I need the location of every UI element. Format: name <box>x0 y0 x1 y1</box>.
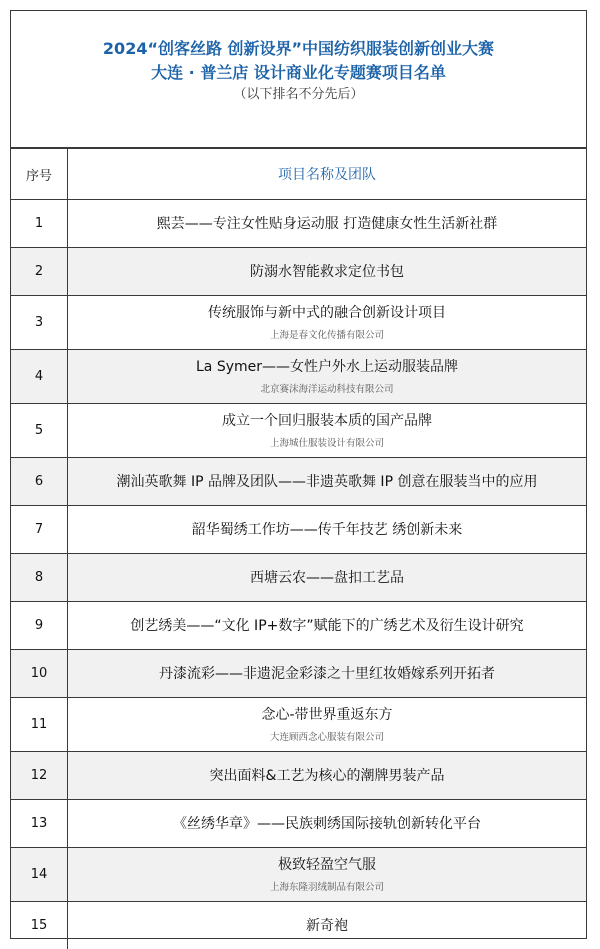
row-project-cell <box>68 248 587 296</box>
row-project-cell <box>68 554 587 602</box>
table-row <box>11 848 586 902</box>
row-number: 11 <box>11 698 68 752</box>
row-number: 3 <box>11 296 68 350</box>
header <box>11 11 586 148</box>
row-project-cell <box>68 752 587 800</box>
row-number: 9 <box>11 602 68 650</box>
row-number: 2 <box>11 248 68 296</box>
table-row <box>11 752 586 800</box>
table-row <box>11 698 586 752</box>
row-project-cell <box>68 458 587 506</box>
row-number: 5 <box>11 404 68 458</box>
row-number: 4 <box>11 350 68 404</box>
table-row <box>11 902 586 949</box>
table-row <box>11 248 586 296</box>
project-name: 《丝绣华章》——民族刺绣国际接轨创新转化平台 <box>68 814 586 834</box>
table-row <box>11 350 586 404</box>
title-line-1: 2024“创客丝路 创新设界”中国纺织服装创新创业大赛 <box>11 11 586 60</box>
table-row <box>11 200 586 248</box>
row-number: 15 <box>11 902 68 949</box>
row-number: 10 <box>11 650 68 698</box>
title-line-2: 大连 · 普兰店 设计商业化专题赛项目名单 <box>11 60 586 86</box>
table-row <box>11 506 586 554</box>
table-row <box>11 800 586 848</box>
row-number: 12 <box>11 752 68 800</box>
project-name: 丹漆流彩——非遗泥金彩漆之十里红妆婚嫁系列开拓者 <box>68 664 586 684</box>
column-header-name: 项目名称及团队 <box>68 149 587 200</box>
column-header-number: 序号 <box>11 149 68 200</box>
row-project-cell <box>68 848 587 902</box>
row-project-cell <box>68 902 587 949</box>
project-company: 北京赛沫海洋运动科技有限公司 <box>68 383 586 397</box>
project-company: 上海东隆羽绒制品有限公司 <box>68 881 586 895</box>
project-name: 新奇袍 <box>68 916 586 936</box>
table-row <box>11 404 586 458</box>
row-number: 7 <box>11 506 68 554</box>
table-row <box>11 296 586 350</box>
project-name: 熙芸——专注女性贴身运动服 打造健康女性生活新社群 <box>68 214 586 234</box>
row-project-cell <box>68 602 587 650</box>
project-name: 传统服饰与新中式的融合创新设计项目 <box>68 303 586 323</box>
project-company: 上海是春文化传播有限公司 <box>68 329 586 343</box>
project-name: 突出面料&工艺为核心的潮牌男装产品 <box>68 766 586 786</box>
row-number: 6 <box>11 458 68 506</box>
project-list-sheet <box>10 10 587 939</box>
project-name: 西塘云农——盘扣工艺品 <box>68 568 586 588</box>
project-name: 防溺水智能救求定位书包 <box>68 262 586 282</box>
ranking-note: （以下排名不分先后） <box>11 86 586 104</box>
project-name: 韶华蜀绣工作坊——传千年技艺 绣创新未来 <box>68 520 586 540</box>
row-number: 8 <box>11 554 68 602</box>
table-row <box>11 650 586 698</box>
row-project-cell <box>68 506 587 554</box>
row-project-cell <box>68 650 587 698</box>
project-name: La Symer——女性户外水上运动服装品牌 <box>68 357 586 377</box>
row-number: 13 <box>11 800 68 848</box>
row-project-cell <box>68 200 587 248</box>
table-row <box>11 458 586 506</box>
table-row <box>11 602 586 650</box>
row-project-cell <box>68 404 587 458</box>
row-number: 1 <box>11 200 68 248</box>
project-name: 创艺绣美——“文化 IP+数字”赋能下的广绣艺术及衍生设计研究 <box>68 616 586 636</box>
project-name: 潮汕英歌舞 IP 品牌及团队——非遗英歌舞 IP 创意在服装当中的应用 <box>68 472 586 492</box>
table-header-row <box>11 149 586 200</box>
project-name: 成立一个回归服装本质的国产品牌 <box>68 411 586 431</box>
project-company: 大连顾西念心服装有限公司 <box>68 731 586 745</box>
row-number: 14 <box>11 848 68 902</box>
project-company: 上海城仕服装设计有限公司 <box>68 437 586 451</box>
row-project-cell <box>68 296 587 350</box>
project-name: 极致轻盈空气服 <box>68 855 586 875</box>
row-project-cell <box>68 800 587 848</box>
table-row <box>11 554 586 602</box>
row-project-cell <box>68 698 587 752</box>
row-project-cell <box>68 350 587 404</box>
project-name: 念心-带世界重返东方 <box>68 705 586 725</box>
project-table <box>11 148 586 949</box>
